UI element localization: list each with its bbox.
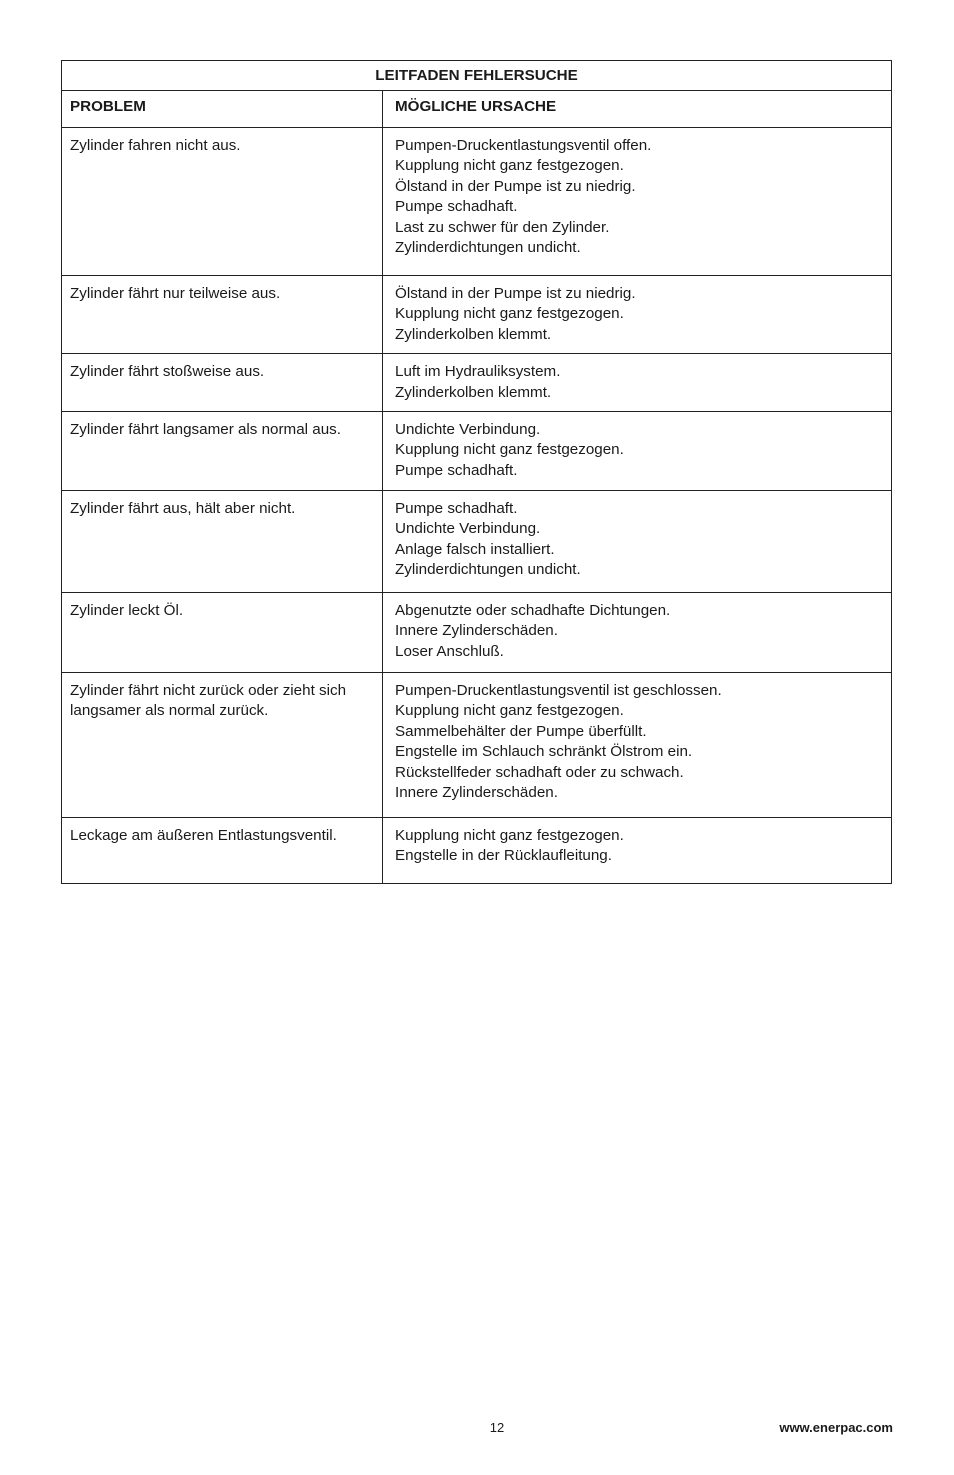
cause-line: Loser Anschluß.	[395, 642, 504, 660]
cause-cell	[383, 276, 892, 354]
table-row	[62, 673, 892, 818]
problem-cell: Zylinder fährt aus, hält aber nicht.	[62, 491, 383, 593]
cause-line: Engstelle im Schlauch schränkt Ölstrom ein.	[395, 743, 693, 761]
table-title: LEITFADEN FEHLERSUCHE	[62, 61, 892, 91]
page-number: 12	[489, 1420, 505, 1435]
table-row	[62, 818, 892, 884]
cause-line: Sammelbehälter der Pumpe überfüllt.	[395, 722, 647, 740]
problem-cell: Zylinder fährt nur teilweise aus.	[62, 276, 383, 354]
cause-line: Pumpe schadhaft.	[395, 500, 518, 518]
cause-line: Undichte Verbindung.	[395, 520, 541, 538]
cause-line: Engstelle in der Rücklaufleitung.	[395, 847, 612, 865]
table-body	[62, 128, 892, 884]
problem-cell: Zylinder fährt langsamer als normal aus.	[62, 412, 383, 491]
cause-line: Pumpe schadhaft.	[395, 198, 518, 216]
table-row	[62, 354, 892, 412]
cause-cell	[383, 673, 892, 818]
problem-cell: Zylinder leckt Öl.	[62, 593, 383, 673]
cause-line: Zylinderdichtungen undicht.	[395, 561, 581, 579]
cause-line: Pumpen-Druckentlastungsventil offen.	[395, 137, 652, 154]
website-url: www.enerpac.com	[779, 1420, 893, 1435]
cause-line: Pumpe schadhaft.	[395, 461, 518, 479]
problem-cell: Zylinder fährt nicht zurück oder zieht sich langsamer als normal zurück.	[62, 673, 383, 818]
cause-line: Kupplung nicht ganz festgezogen.	[395, 157, 624, 175]
table-row	[62, 593, 892, 673]
troubleshooting-table	[61, 60, 892, 884]
cause-cell	[383, 491, 892, 593]
cause-line: Innere Zylinderschäden.	[395, 784, 558, 802]
cause-line: Zylinderdichtungen undicht.	[395, 239, 581, 257]
table-row	[62, 412, 892, 491]
cause-line: Zylinderkolben klemmt.	[395, 383, 552, 401]
cause-line: Last zu schwer für den Zylinder.	[395, 218, 610, 236]
cause-line: Ölstand in der Pumpe ist zu niedrig.	[395, 177, 636, 195]
problem-cell: Leckage am äußeren Entlastungsventil.	[62, 818, 383, 884]
cause-cell	[383, 412, 892, 491]
cause-line: Innere Zylinderschäden.	[395, 622, 558, 640]
cause-line: Rückstellfeder schadhaft oder zu schwach.	[395, 763, 684, 781]
cause-cell	[383, 128, 892, 276]
problem-column-header: PROBLEM	[62, 91, 383, 128]
cause-line: Abgenutzte oder schadhafte Dichtungen.	[395, 602, 671, 620]
cause-column-header: MÖGLICHE URSACHE	[383, 91, 892, 128]
cause-cell	[383, 354, 892, 412]
cause-line: Ölstand in der Pumpe ist zu niedrig.	[395, 285, 636, 302]
table-row	[62, 276, 892, 354]
problem-cell: Zylinder fahren nicht aus.	[62, 128, 383, 276]
problem-cell: Zylinder fährt stoßweise aus.	[62, 354, 383, 412]
table-header-row	[62, 91, 892, 128]
table-row	[62, 491, 892, 593]
cause-line: Undichte Verbindung.	[395, 421, 541, 439]
cause-line: Kupplung nicht ganz festgezogen.	[395, 827, 624, 845]
cause-line: Pumpen-Druckentlastungsventil ist geschlossen.	[395, 682, 722, 700]
cause-cell	[383, 593, 892, 673]
cause-line: Kupplung nicht ganz festgezogen.	[395, 305, 624, 323]
cause-line: Kupplung nicht ganz festgezogen.	[395, 441, 624, 459]
cause-line: Zylinderkolben klemmt.	[395, 325, 552, 343]
cause-line: Anlage falsch installiert.	[395, 540, 555, 558]
table-row	[62, 128, 892, 276]
cause-cell	[383, 818, 892, 884]
cause-line: Luft im Hydrauliksystem.	[395, 363, 561, 381]
troubleshooting-table-container	[61, 60, 891, 884]
table-title-row	[62, 61, 892, 91]
cause-line: Kupplung nicht ganz festgezogen.	[395, 702, 624, 720]
